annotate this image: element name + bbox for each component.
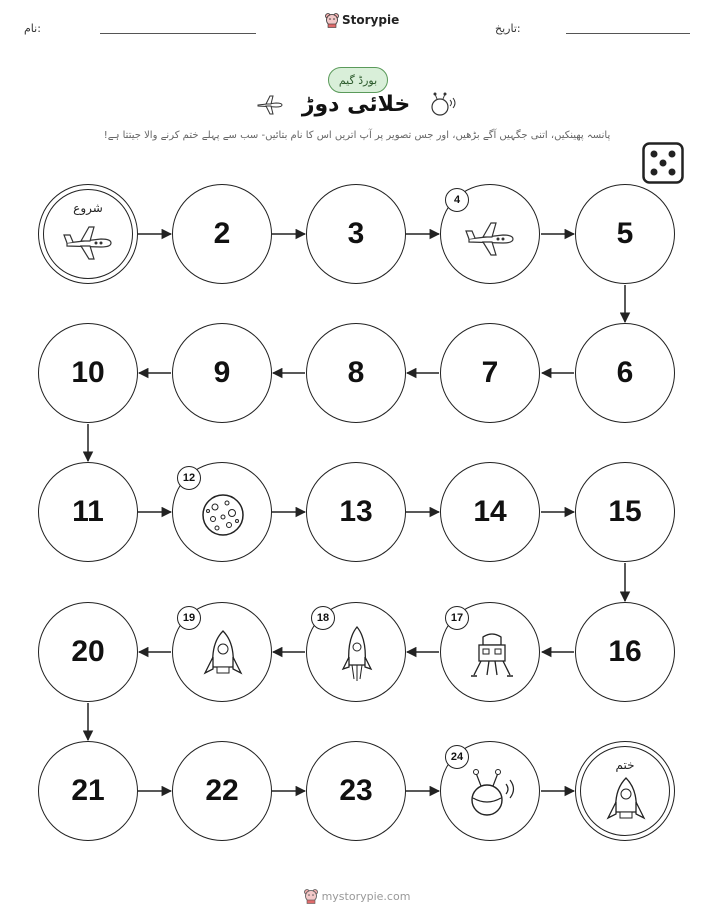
cell-number-badge: 12: [177, 466, 201, 490]
board-cell-3[interactable]: [306, 184, 406, 284]
bear-logo-icon: [304, 888, 318, 904]
start-label: شروع: [73, 201, 103, 215]
board-cell-4[interactable]: [440, 184, 540, 284]
board-cell-7[interactable]: [440, 323, 540, 423]
board-cell-22[interactable]: [172, 741, 272, 841]
rocket-icon: [203, 629, 243, 681]
board-cell-19[interactable]: [172, 602, 272, 702]
board-cell-11[interactable]: [38, 462, 138, 562]
board-cell-16[interactable]: [575, 602, 675, 702]
end-label: ختم: [615, 758, 635, 772]
brand-name: Storypie: [342, 13, 400, 27]
board-cell-start[interactable]: [38, 184, 138, 284]
cell-number-badge: 17: [445, 606, 469, 630]
cell-number: 20: [71, 635, 105, 668]
cell-number: 15: [608, 495, 642, 528]
title-text: خلائی دوڑ: [301, 92, 411, 117]
cell-number: 6: [616, 356, 634, 389]
cell-number-badge: 24: [445, 745, 469, 769]
lunar-lander-icon: [469, 631, 515, 681]
cell-number: 23: [339, 774, 373, 807]
footer-url[interactable]: mystorypie.com: [321, 889, 411, 903]
cell-number: 13: [339, 495, 373, 528]
satellite-icon: [463, 768, 519, 820]
board-cell-6[interactable]: [575, 323, 675, 423]
board-cell-20[interactable]: [38, 602, 138, 702]
cell-number: 16: [608, 635, 642, 668]
board-cell-9[interactable]: [172, 323, 272, 423]
board-game-badge: بورڈ گیم: [328, 67, 388, 93]
board-cell-2[interactable]: [172, 184, 272, 284]
cell-number: 8: [347, 356, 365, 389]
cell-number: 10: [71, 356, 105, 389]
cell-number-badge: 18: [311, 606, 335, 630]
board-cell-23[interactable]: [306, 741, 406, 841]
instructions: پانسہ پھینکیں، اتنی جگہیں آگے بڑھیں، اور جس تصویر پر آپ اتریں اس کا نام بتائیں- سب سے پہلے ختم کرنے والا جیتتا ہے!: [103, 130, 611, 141]
board-cell-24[interactable]: [440, 741, 540, 841]
cell-number-badge: 4: [445, 188, 469, 212]
board-cell-17[interactable]: [440, 602, 540, 702]
cell-number: 3: [347, 217, 365, 250]
board-cell-21[interactable]: [38, 741, 138, 841]
board-cell-14[interactable]: [440, 462, 540, 562]
cell-number: 9: [213, 356, 231, 389]
board-cell-10[interactable]: [38, 323, 138, 423]
name-label: نام:: [24, 22, 41, 35]
cell-number: 5: [616, 217, 634, 250]
cell-number: 14: [473, 495, 507, 528]
footer: [0, 888, 714, 904]
board-cell-15[interactable]: [575, 462, 675, 562]
rocket-icon: [341, 625, 373, 683]
cell-number: 2: [213, 217, 231, 250]
cell-number: 21: [71, 774, 105, 807]
cell-number-badge: 19: [177, 606, 201, 630]
board-cell-5[interactable]: [575, 184, 675, 284]
board-cell-18[interactable]: [306, 602, 406, 702]
board-cell-13[interactable]: [306, 462, 406, 562]
airplane-icon: [61, 219, 117, 263]
airplane-icon: [463, 215, 519, 259]
board-cell-8[interactable]: [306, 323, 406, 423]
cell-number: 7: [481, 356, 499, 389]
date-label: تاریخ:: [495, 22, 521, 35]
cell-number: 22: [205, 774, 239, 807]
board-cell-12[interactable]: [172, 462, 272, 562]
moon-icon: [199, 491, 247, 539]
cell-number: 11: [72, 495, 104, 528]
board-cell-end[interactable]: [575, 741, 675, 841]
rocket-icon: [606, 776, 646, 826]
